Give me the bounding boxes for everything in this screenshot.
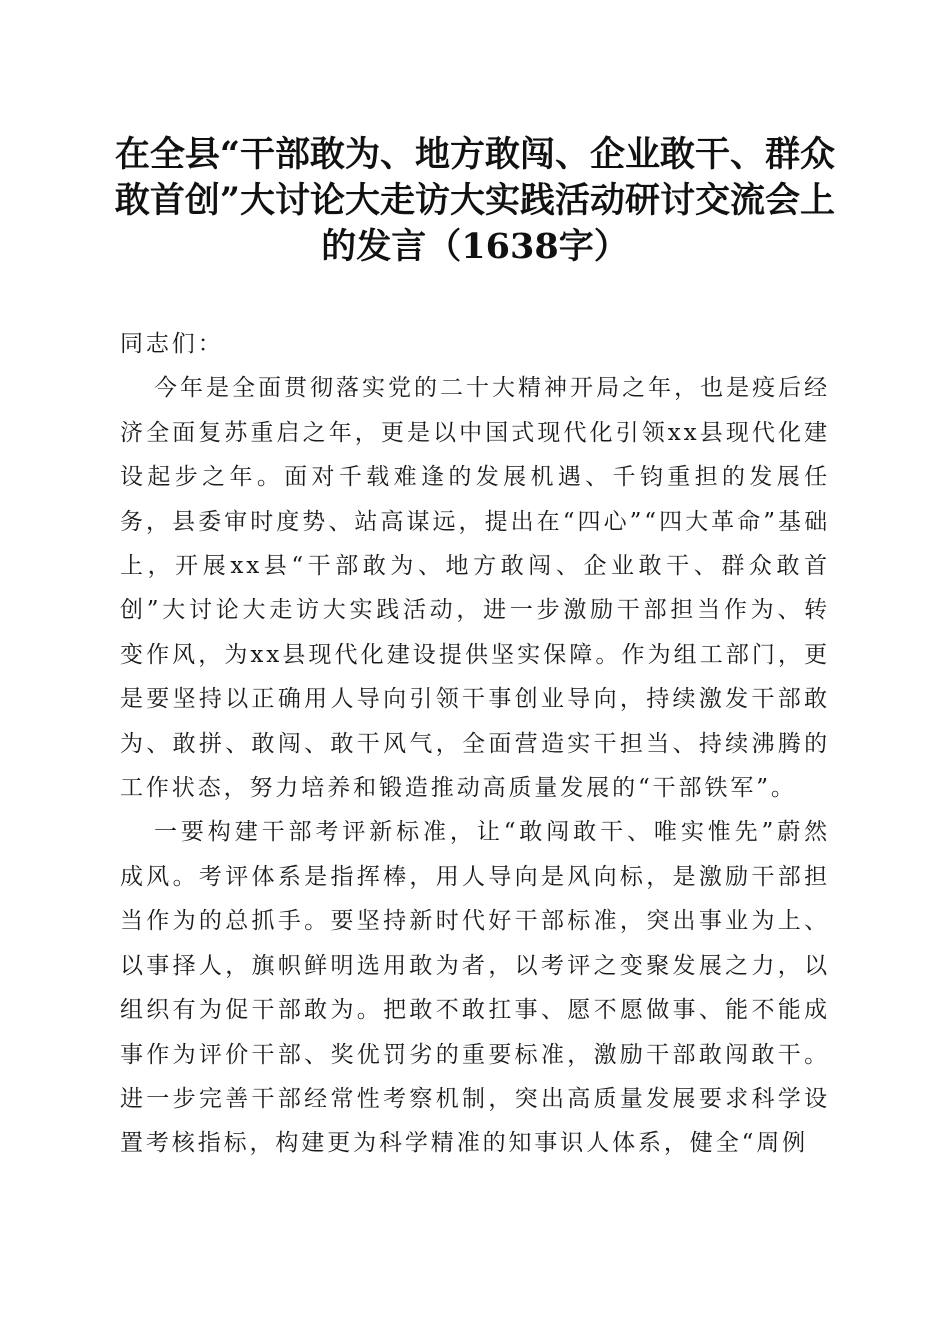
paragraph-2: 一要构建干部考评新标准，让“敢闯敢干、唯实惟先”蔚然成风。考评体系是指挥棒，用人导向是风向标，是激励干部担当作为的总抓手。要坚持新时代好干部标准，突出事业为上、以事择人，旗帜鲜明选用敢为者，以考评之变聚发展之力，以组织有为促干部敢为。把敢不敢扛事、愿不愿做事、能不能成事作为评价干部、奖优罚劣的重要标准，激励干部敢闯敢干。进一步完善干部经常性考察机制，突出高质量发展要求科学设置考核指标，构建更为科学精准的知事识人体系，健全“周例 [120, 819, 830, 1157]
paragraph-1: 今年是全面贯彻落实党的二十大精神开局之年，也是疫后经济全面复苏重启之年，更是以中国式现代化引领xx县现代化建设起步之年。面对千载难逢的发展机遇、千钧重担的发展任务，县委审时度势、站高谋远，提出在“四心”“四大革命”基础上，开展xx县“干部敢为、地方敢闯、企业敢干、群众敢首创”大讨论大走访大实践活动，进一步激励干部担当作为、转变作风，为xx县现代化建设提供坚实保障。作为组工部门，更是要坚持以正确用人导向引领干事创业导向，持续激发干部敢为、敢拼、敢闯、敢干风气，全面营造实干担当、持续沸腾的工作状态，努力培养和锻造推动高质量发展的“干部铁军”。 [120, 375, 830, 802]
document-body [120, 322, 830, 1166]
salutation: 同志们： [120, 331, 224, 357]
document-title: 在全县“干部敢为、地方敢闯、企业敢干、群众敢首创”大讨论大走访大实践活动研讨交流会上的发言（1638字） [114, 134, 836, 267]
